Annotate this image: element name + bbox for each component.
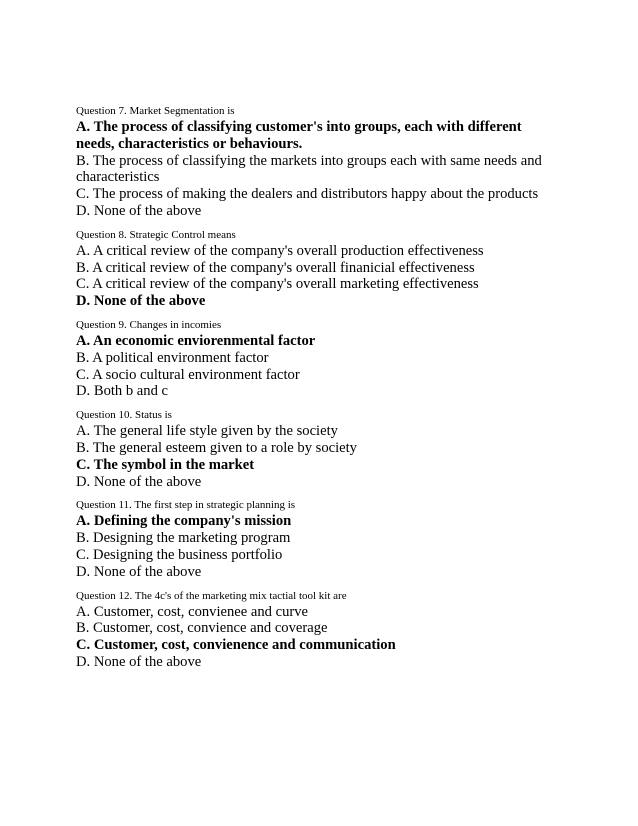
option-a: A. The process of classifying customer's into groups, each with different needs, characteristics or behaviours. bbox=[76, 119, 522, 152]
question-title: Question 10. Status is bbox=[76, 409, 172, 422]
option-c: C. Designing the business portfolio bbox=[76, 546, 283, 563]
option-d: D. None of the above bbox=[76, 563, 202, 580]
option-c: C. A socio cultural environment factor bbox=[76, 366, 300, 383]
question-9 bbox=[76, 319, 558, 400]
question-10 bbox=[76, 409, 558, 490]
option-c: C. The process of making the dealers and distributors happy about the products bbox=[76, 186, 539, 203]
option-b: B. A critical review of the company's overall finanicial effectiveness bbox=[76, 259, 475, 276]
question-11 bbox=[76, 499, 558, 580]
question-7 bbox=[76, 105, 558, 220]
option-a: A. A critical review of the company's overall production effectiveness bbox=[76, 242, 484, 259]
option-a: A. The general life style given by the society bbox=[76, 423, 338, 440]
option-c: C. Customer, cost, convienence and communication bbox=[76, 637, 396, 654]
question-title: Question 7. Market Segmentation is bbox=[76, 105, 235, 117]
option-c: C. A critical review of the company's overall marketing effectiveness bbox=[76, 276, 479, 293]
option-d: D. None of the above bbox=[76, 293, 206, 310]
option-b: B. A political environment factor bbox=[76, 349, 269, 366]
option-a: A. Customer, cost, convienee and curve bbox=[76, 603, 309, 620]
option-d: D. None of the above bbox=[76, 473, 202, 490]
question-title: Question 12. The 4c's of the marketing mix tactial tool kit are bbox=[76, 589, 347, 602]
question-12 bbox=[76, 590, 558, 671]
option-d: D. None of the above bbox=[76, 202, 202, 219]
option-b: B. Designing the marketing program bbox=[76, 530, 291, 547]
option-b: B. The process of classifying the markets into groups each with same needs and characteristics bbox=[76, 152, 542, 186]
option-b: B. Customer, cost, convience and coverage bbox=[76, 620, 328, 637]
option-d: D. Both b and c bbox=[76, 383, 169, 400]
option-b: B. The general esteem given to a role by society bbox=[76, 439, 357, 456]
option-a: A. An economic enviorenmental factor bbox=[76, 332, 316, 349]
question-title: Question 11. The first step in strategic planning is bbox=[76, 499, 296, 512]
question-8 bbox=[76, 229, 558, 310]
option-c: C. The symbol in the market bbox=[76, 456, 255, 473]
question-title: Question 9. Changes in incomies bbox=[76, 318, 222, 331]
option-d: D. None of the above bbox=[76, 653, 202, 670]
option-a: A. Defining the company's mission bbox=[76, 513, 292, 530]
question-title: Question 8. Strategic Control means bbox=[76, 228, 236, 241]
